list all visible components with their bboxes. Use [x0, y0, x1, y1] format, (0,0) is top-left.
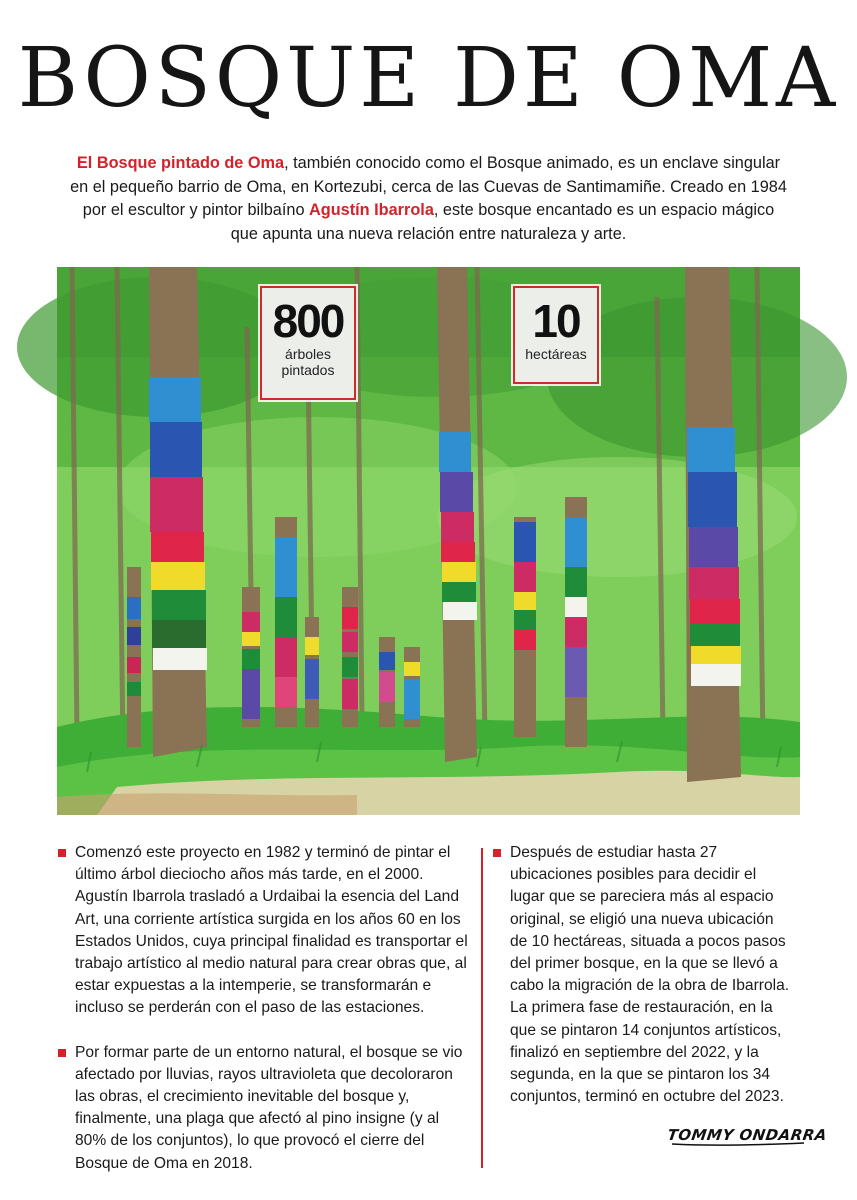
artist-signature: [666, 1118, 829, 1150]
column-divider: [481, 848, 483, 1168]
stat-box-hectares: [513, 286, 599, 384]
stat-number-trees: 800: [272, 295, 344, 347]
bullet-paragraph: [58, 1042, 470, 1175]
signature-text: TOMMY ONDARRA: [666, 1126, 829, 1144]
right-column: [493, 842, 793, 1108]
painted-forest-illustration: [57, 267, 800, 815]
stat-number-hectares: 10: [532, 295, 580, 347]
bullet-paragraph: [493, 842, 793, 1108]
bullet-text: Comenzó este proyecto en 1982 y terminó de pintar el último árbol dieciocho años más tarde, en el 2000. Agustín Ibarrola trasladó a Urdaibai la esencia del Land Art, una corriente artística surgida en los años 60 en los Estados Unidos, cuya principal finalidad es transportar el trabajo artístico al medio natural para crear obras que, al estar expuestas a la intemperie, se transformarán e incluso se perderán con el paso de las estaciones.: [75, 844, 468, 1017]
intro-paragraph: [70, 152, 787, 246]
bullet-paragraph: [58, 842, 470, 1020]
intro-text-1: , también conocido como el Bosque animado, es un enclave singular en el pequeño barrio de Oma, en Kortezubi, cerca de las Cuevas de Santimamiñe. Creado en 1984 por el escultor y pintor bilbaíno: [70, 154, 787, 219]
forest-drawing: [57, 267, 800, 815]
stat-label-trees: árboles pintados: [281, 346, 335, 378]
bullet-text: Después de estudiar hasta 27 ubicaciones posibles para decidir el lugar que se pareciera más al espacio original, se eligió una nueva ubicación de 10 hectáreas, situada a pocos pasos del primer bosque, en la que se llevó a cabo la migración de la obra de Ibarrola. La primera fase de restauración, en la que se pintaron 14 conjuntos artísticos, finalizó en septiembre del 2022, y la segunda, en la que se pintaron los 34 conjuntos, terminó en octubre del 2023.: [510, 844, 790, 1106]
bullet-square-icon: [58, 849, 66, 857]
stat-label-hectares: hectáreas: [525, 346, 587, 362]
bullet-square-icon: [493, 849, 501, 857]
intro-highlight-forest-name: El Bosque pintado de Oma: [76, 154, 285, 172]
bullet-text: Por formar parte de un entorno natural, el bosque se vio afectado por lluvias, rayos ultravioleta que decoloraron las obras, el crecimiento inevitable del bosque y, finalmente, una plaga que afectó al pino insigne (y al 80% de los conjuntos), lo que provocó el cierre del Bosque de Oma en 2018.: [75, 1043, 463, 1172]
page-title: BOSQUE DE OMA: [17, 31, 840, 126]
stat-box-trees: [260, 286, 356, 400]
left-column: [58, 842, 470, 1175]
bullet-square-icon: [58, 1049, 66, 1057]
intro-text-2: , este bosque encantado es un espacio mágico que apunta una nueva relación entre naturaleza y arte.: [230, 201, 775, 243]
intro-highlight-artist-name: Agustín Ibarrola: [309, 201, 434, 219]
